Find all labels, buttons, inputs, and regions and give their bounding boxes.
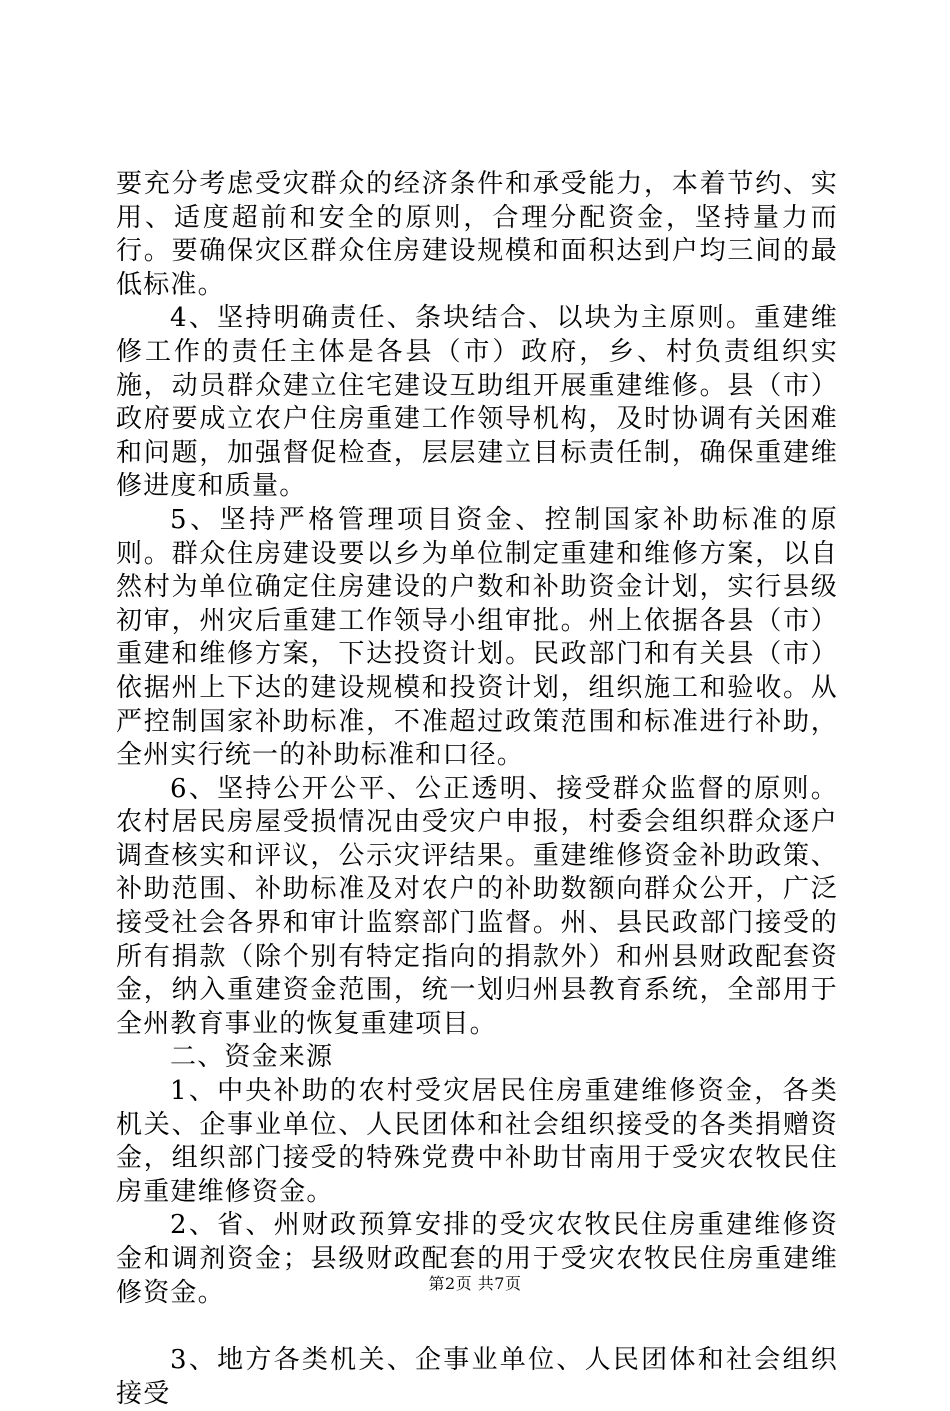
section-heading-funding-sources: 二、资金来源: [170, 1042, 334, 1073]
document-body: [116, 168, 838, 1411]
paragraph-funding-3: 3、地方各类机关、企事业单位、人民团体和社会组织接受: [116, 1345, 838, 1409]
paragraph-principle-4: 4、坚持明确责任、条块结合、以块为主原则。重建维修工作的责任主体是各县（市）政府，乡、村负责组织实施，动员群众建立住宅建设互助组开展重建维修。县（市）政府要成立农户住房重建工作领导机构，及时协调有关困难和问题，加强督促检查，层层建立目标责任制，确保重建维修进度和质量。: [116, 303, 838, 502]
paragraph-principle-5: 5、坚持严格管理项目资金、控制国家补助标准的原则。群众住房建设要以乡为单位制定重建和维修方案，以自然村为单位确定住房建设的户数和补助资金计划，实行县级初审，州灾后重建工作领导小组审批。州上依据各县（市）重建和维修方案，下达投资计划。民政部门和有关县（市）依据州上下达的建设规模和投资计划，组织施工和验收。从严控制国家补助标准，不准超过政策范围和标准进行补助，全州实行统一的补助标准和口径。: [116, 504, 838, 771]
paragraph-funding-2: 2、省、州财政预算安排的受灾农牧民住房重建维修资金和调剂资金；县级财政配套的用于受灾农牧民住房重建维修资金。: [116, 1210, 838, 1308]
paragraph-principle-6: 6、坚持公开公平、公正透明、接受群众监督的原则。农村居民房屋受损情况由受灾户申报，村委会组织群众逐户调查核实和评议，公示灾评结果。重建维修资金补助政策、补助范围、补助标准及对农户的补助数额向群众公开，广泛接受社会各界和审计监察部门监督。州、县民政部门接受的所有捐款（除个别有特定指向的捐款外）和州县财政配套资金，纳入重建资金范围，统一划归州县教育系统，全部用于全州教育事业的恢复重建项目。: [116, 773, 838, 1039]
paragraph-intro-continued: 要充分考虑受灾群众的经济条件和承受能力，本着节约、实用、适度超前和安全的原则，合理分配资金，坚持量力而行。要确保灾区群众住房建设规模和面积达到户均三间的最低标准。: [116, 169, 838, 300]
paragraph-funding-1: 1、中央补助的农村受灾居民住房重建维修资金，各类机关、企事业单位、人民团体和社会组织接受的各类捐赠资金，组织部门接受的特殊党费中补助甘南用于受灾农牧民住房重建维修资金。: [116, 1076, 838, 1207]
page-footer: 第2页 共7页: [428, 1274, 522, 1293]
